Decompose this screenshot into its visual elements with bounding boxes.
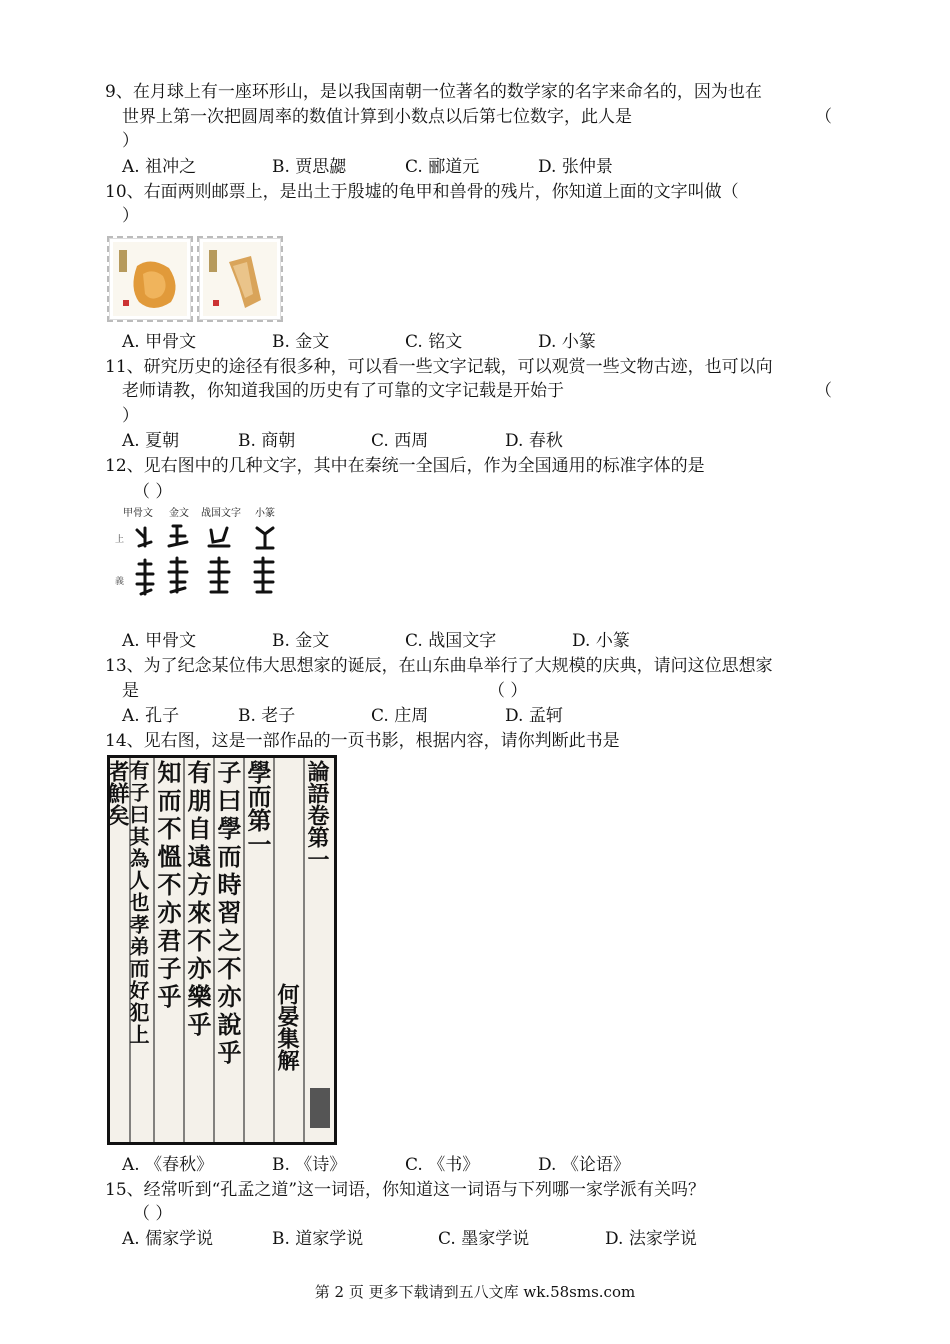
book-col-title: 論語卷第一 — [304, 760, 330, 870]
q9-paren-open: （ — [815, 107, 832, 127]
q15-option-c: C. 墨家学说 — [438, 1229, 530, 1249]
q13-option-b: B. 老子 — [238, 706, 296, 726]
page-footer: 第 2 页 更多下载请到五八文库 wk.58sms.com — [314, 1283, 636, 1301]
q13-option-a: A. 孔子 — [122, 706, 180, 726]
q11-line1: 11、研究历史的途径有很多种，可以看一些文字记载，可以观赏一些文物古迹，也可以向 — [105, 357, 773, 377]
header-warring-states: 战国文字 — [201, 508, 241, 519]
q15-option-d: D. 法家学说 — [605, 1229, 697, 1249]
book-author: 何晏集解 — [274, 983, 300, 1071]
q13-option-c: C. 庄周 — [371, 706, 429, 726]
q14-option-c: C. 《书》 — [405, 1155, 480, 1175]
q11-paren-open: （ — [815, 381, 832, 401]
q9-line1: 9、在月球上有一座环形山，是以我国南朝一位著名的数学家的名字来命名的，因为也在 — [105, 82, 762, 102]
book-col-5: 有子曰其為人也孝弟而好犯上 — [126, 760, 150, 1046]
q10-paren-close: ） — [122, 206, 139, 226]
q11-option-b: B. 商朝 — [238, 431, 296, 451]
q12-option-a: A. 甲骨文 — [122, 631, 197, 651]
q9-option-a: A. 祖冲之 — [122, 157, 197, 177]
q12-option-c: C. 战国文字 — [405, 631, 497, 651]
q10-option-a: A. 甲骨文 — [122, 332, 197, 352]
book-col-6: 者鮮矣 — [104, 760, 130, 826]
book-col-4: 知而不慍不亦君子乎 — [153, 760, 182, 1012]
header-oracle: 甲骨文 — [123, 508, 153, 519]
q9-option-c: C. 郦道元 — [405, 157, 480, 177]
book-col-2: 子曰學而時習之不亦說乎 — [213, 760, 242, 1068]
q12-option-b: B. 金文 — [272, 631, 330, 651]
q13-option-d: D. 孟轲 — [505, 706, 563, 726]
stamp-images — [105, 234, 283, 322]
q15-line1: 15、经常听到“孔孟之道”这一词语，你知道这一词语与下列哪一家学派有关吗？ — [105, 1180, 706, 1200]
book-col-1: 學而第一 — [243, 760, 272, 856]
q10-line1: 10、右面两则邮票上，是出土于殷墟的龟甲和兽骨的残片，你知道上面的文字叫做（ — [105, 182, 739, 202]
q12-option-d: D. 小篆 — [572, 631, 630, 651]
q12-paren: （ ） — [133, 482, 173, 502]
book-page-image — [104, 755, 337, 1145]
header-bronze: 金文 — [169, 508, 189, 519]
q9-line2: 世界上第一次把圆周率的数值计算到小数点以后第七位数字，此人是 — [122, 107, 632, 127]
q13-line1: 13、为了纪念某位伟大思想家的诞辰，在山东曲阜举行了大规模的庆典，请问这位思想家 — [105, 656, 773, 676]
q14-option-a: A. 《春秋》 — [122, 1155, 214, 1175]
q11-line2: 老师请教，你知道我国的历史有了可靠的文字记载是开始于 — [122, 381, 564, 401]
q9-option-d: D. 张仲景 — [538, 157, 613, 177]
header-small-seal: 小篆 — [255, 508, 275, 519]
q9-paren-close: ） — [122, 131, 139, 151]
stamp-animal-bone — [197, 236, 283, 322]
ancient-glyphs — [105, 500, 287, 608]
stamp-tortoise-shell — [107, 236, 193, 322]
q10-option-c: C. 铭文 — [405, 332, 463, 352]
q10-option-b: B. 金文 — [272, 332, 330, 352]
q12-line1: 12、见右图中的几种文字，其中在秦统一全国后，作为全国通用的标准字体的是 — [105, 456, 705, 476]
script-comparison-figure — [105, 500, 287, 608]
q11-paren-close: ） — [122, 406, 139, 426]
q14-option-b: B. 《诗》 — [272, 1155, 347, 1175]
q13-line2: 是 — [122, 681, 139, 701]
q14-line1: 14、见右图，这是一部作品的一页书影，根据内容，请你判断此书是 — [105, 731, 620, 751]
q15-option-a: A. 儒家学说 — [122, 1229, 214, 1249]
q14-option-d: D. 《论语》 — [538, 1155, 630, 1175]
q15-option-b: B. 道家学说 — [272, 1229, 364, 1249]
row-label-1: 上 — [115, 535, 125, 545]
row-label-2: 義 — [115, 577, 125, 587]
q13-paren: （ ） — [488, 681, 528, 701]
q11-option-d: D. 春秋 — [505, 431, 563, 451]
q15-paren: （ ） — [133, 1204, 173, 1224]
q10-option-d: D. 小篆 — [538, 332, 596, 352]
q11-option-a: A. 夏朝 — [122, 431, 180, 451]
book-col-3: 有朋自遠方來不亦樂乎 — [183, 760, 212, 1040]
q11-option-c: C. 西周 — [371, 431, 429, 451]
book-column-rules — [110, 758, 334, 1142]
q9-option-b: B. 贾思勰 — [272, 157, 347, 177]
